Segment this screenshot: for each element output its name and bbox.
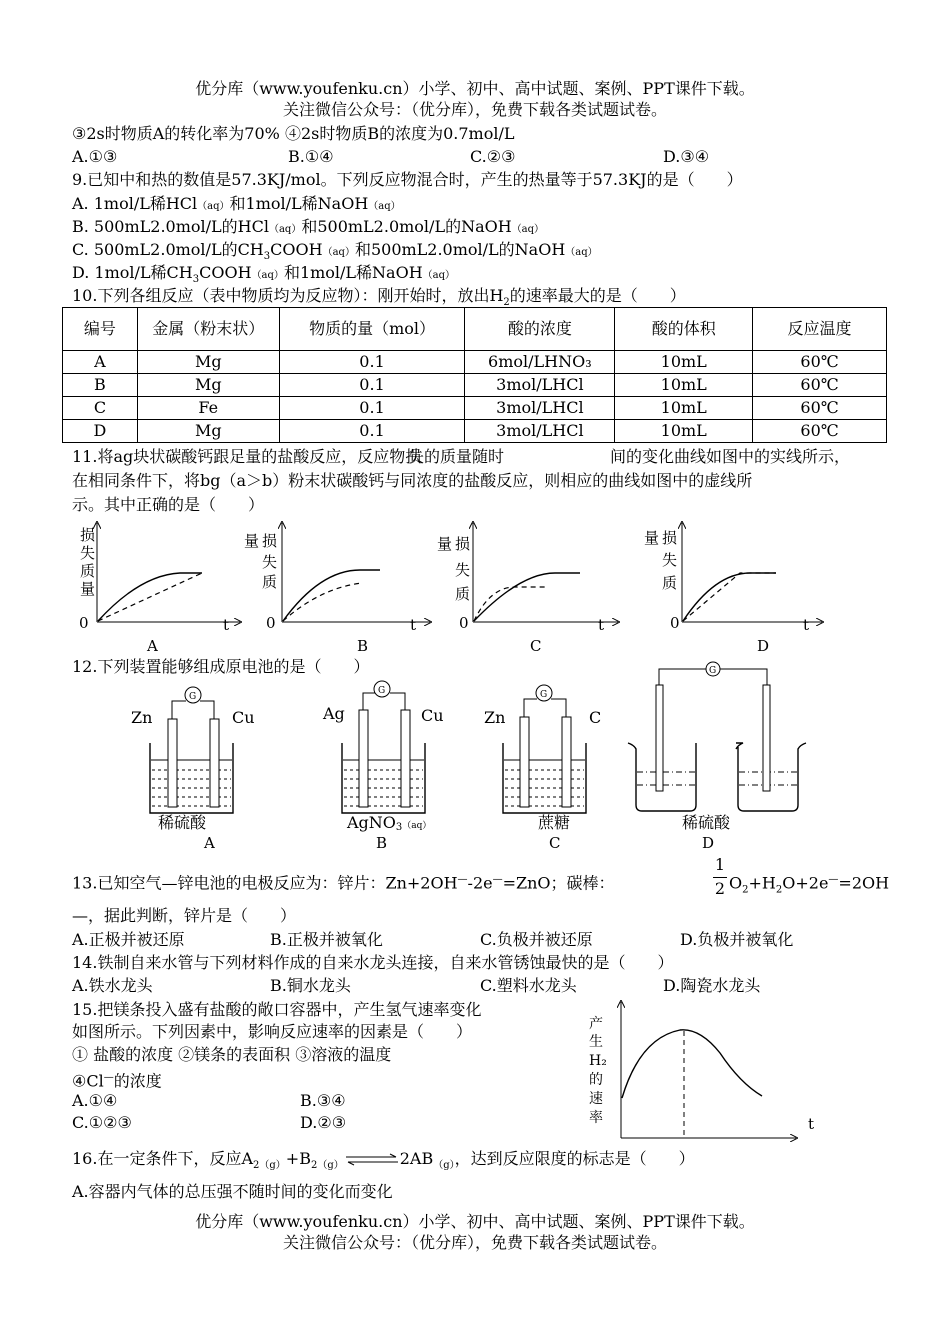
device-b-left-label: Ag — [323, 704, 345, 723]
q11-line1c: 间的变化曲线如图中的实线所示， — [610, 447, 851, 466]
q9a-aq2: （aq） — [368, 201, 401, 212]
graph-d-ylabel: 失 — [662, 551, 678, 569]
q16-s1: 2（g） — [253, 1160, 286, 1172]
graph-c-label: C — [530, 637, 542, 655]
table-cell: Mg — [137, 351, 279, 374]
q15-graph — [580, 998, 830, 1148]
q13-line2: —，据此判断，锌片是（ ） — [72, 906, 297, 925]
device-b-sol-aq: （aq） — [402, 821, 432, 831]
device-c-label: C — [549, 834, 561, 852]
table-cell: Fe — [137, 397, 279, 420]
q9d-aq2: （aq） — [422, 270, 456, 281]
table-cell: 60℃ — [753, 374, 887, 397]
graph-b-label: B — [357, 637, 369, 655]
q9c-text1: C. 500mL2.0mol/L的CH — [72, 240, 264, 259]
q10-header-cell: 编号 — [63, 308, 138, 351]
q13-p2: — — [457, 874, 468, 885]
device-c-beaker — [503, 743, 586, 813]
table-row — [63, 374, 887, 397]
q16-p1: 16.在一定条件下，反应A — [72, 1149, 254, 1168]
device-b-solution — [346, 813, 431, 833]
table-cell: 6mol/LHNO₃ — [465, 351, 615, 374]
q9a-aq1: （aq） — [197, 201, 230, 212]
table-cell: 0.1 — [279, 351, 465, 374]
graph-b-ylabel: 失 — [262, 553, 278, 571]
q16-s2: 2（g） — [310, 1160, 344, 1172]
device-d-label: D — [702, 834, 715, 852]
device-c-left-electrode — [520, 717, 529, 807]
graph-a-ylabel: 损 — [80, 526, 96, 544]
table-cell: 0.1 — [279, 397, 465, 420]
graph-b-ylabel: 损 — [262, 532, 278, 550]
q15-line2: 如图所示。下列因素中，影响反应速率的因素是（ ） — [72, 1022, 473, 1041]
device-b-label: B — [376, 834, 388, 852]
table-cell: 3mol/LHCl — [465, 374, 615, 397]
q9a-text2: 和1mol/L稀NaOH — [229, 194, 369, 213]
q16-stem — [72, 1149, 695, 1176]
graph-c-dashed-curve — [474, 587, 545, 621]
table-cell: 60℃ — [753, 397, 887, 420]
q13-p5: =ZnO；碳棒： — [502, 873, 615, 893]
device-b-right-label: Cu — [421, 706, 444, 725]
table-cell: 60℃ — [753, 351, 887, 374]
graph-a — [79, 523, 240, 655]
table-cell: 60℃ — [753, 420, 887, 443]
q10-header-cell: 金属（粉末状） — [137, 308, 279, 351]
graph-b-solid-curve — [283, 570, 380, 621]
q15-ylabel: 速 — [589, 1091, 603, 1107]
graph-b — [244, 523, 430, 655]
q14-option-a: A.铁水龙头 — [72, 976, 153, 995]
q13-line1-right — [729, 870, 889, 901]
q9d-text1: D. 1mol/L稀CH — [72, 263, 193, 282]
q15-option-b: B.③④ — [300, 1091, 346, 1110]
q10-stem-sub: 2 — [503, 297, 510, 309]
q11-line2: 在相同条件下，将bg（a＞b）粉末状碳酸钙与同浓度的盐酸反应，则相应的曲线如图中的虚线所 — [72, 471, 753, 490]
device-d-g: G — [709, 666, 717, 676]
device-b-sol: AgNO — [347, 813, 396, 832]
header-line-2: 关注微信公众号：（优分库），免费下载各类试题试卷。 — [282, 100, 667, 119]
q16-s3: （g） — [433, 1160, 455, 1172]
device-c-solution: 蔗糖 — [538, 813, 571, 832]
q15-line3: ① 盐酸的浓度 ②镁条的表面积 ③溶液的温度 — [72, 1045, 392, 1064]
device-a-left-label: Zn — [131, 708, 153, 727]
device-b-right-electrode — [401, 710, 410, 807]
q9b-text2: 和500mL2.0mol/L的NaOH — [301, 217, 512, 236]
q9d-aq1: （aq） — [251, 270, 284, 281]
device-d-right-electrode — [763, 685, 770, 791]
q8-option-c: C.②③ — [470, 147, 516, 166]
q10-stem-a: 10.下列各组反应（表中物质均为反应物）：刚开始时，放出H — [72, 286, 504, 305]
q9c-aq1: （aq） — [322, 247, 355, 258]
graph-c-ylabel: 量 — [437, 535, 453, 553]
q13-p6: O — [729, 873, 743, 893]
q15-ylabel: 产 — [589, 1016, 603, 1032]
device-d-right-beaker — [736, 743, 806, 811]
table-cell: D — [63, 420, 138, 443]
q13-option-a: A.正极并被还原 — [72, 930, 185, 949]
q16-p4: ，达到反应限度的标志是（ ） — [454, 1149, 695, 1168]
device-a — [131, 687, 255, 852]
device-a-beaker — [150, 743, 233, 813]
device-c-g: G — [540, 690, 548, 700]
q13-s7: 2 — [775, 884, 783, 896]
device-c-right-label: C — [589, 708, 602, 727]
q9d-text2: COOH — [199, 263, 252, 282]
q15-l4b: 的浓度 — [113, 1071, 162, 1091]
graph-c-ylabel: 损 — [455, 535, 471, 553]
q11-line1b: 失的质量随时 — [408, 447, 505, 466]
q9c-sub1: 3 — [263, 251, 271, 263]
footer-line-2: 关注微信公众号：（优分库），免费下载各类试题试卷。 — [282, 1233, 667, 1252]
q15-ylabel: 的 — [589, 1072, 603, 1088]
q13-p7: +H — [748, 873, 776, 893]
q15-l4: ④Cl — [72, 1071, 104, 1091]
q9a-text1: A. 1mol/L稀HCl — [72, 194, 198, 213]
graph-b-ylabel: 质 — [262, 573, 278, 591]
q16-p3: 2AB — [399, 1149, 434, 1168]
equilibrium-arrow-icon — [344, 1153, 400, 1167]
table-cell: Mg — [137, 420, 279, 443]
q8-option-d: D.③④ — [663, 147, 710, 166]
q15-ylabel: H₂ — [589, 1053, 607, 1069]
graph-d — [644, 523, 822, 655]
q11-line1a: 11.将ag块状碳酸钙跟足量的盐酸反应，反应物损 — [72, 447, 422, 466]
q8-continuation: ③2s时物质A的转化率为70% ④2s时物质B的浓度为0.7mol/L — [72, 124, 515, 143]
q10-stem-b: 的速率最大的是（ ） — [509, 286, 686, 305]
graph-a-label: A — [147, 637, 158, 655]
graph-b-origin: 0 — [266, 614, 276, 632]
q10-header-cell: 反应温度 — [753, 308, 887, 351]
device-a-solution: 稀硫酸 — [158, 813, 207, 832]
q13-p3: -2e — [467, 873, 493, 893]
device-b — [322, 681, 444, 852]
graph-d-solid-curve — [683, 573, 776, 621]
table-cell: 0.1 — [279, 374, 465, 397]
q15-l4sup: — — [103, 1072, 114, 1083]
q15-ylabel: 生 — [589, 1034, 603, 1050]
q9b-aq2: （aq） — [511, 224, 545, 235]
q9c-text3: 和500mL2.0mol/L的NaOH — [354, 240, 566, 259]
table-row — [63, 351, 887, 374]
device-d-left-electrode — [656, 685, 663, 791]
q13-s6: 2 — [742, 884, 749, 896]
q13-frac-bar — [713, 877, 727, 878]
device-c — [484, 685, 601, 852]
q13-p1: 13.已知空气—锌电池的电极反应为：锌片：Zn+2OH — [72, 873, 458, 893]
device-b-g: G — [378, 686, 386, 696]
q13-frac-den: 2 — [714, 879, 726, 898]
graph-c — [437, 523, 618, 655]
q8-option-b: B.①④ — [288, 147, 334, 166]
device-a-g: G — [189, 692, 197, 702]
footer-line-1: 优分库（www.youfenku.cn）小学、初中、高中试题、案例、PPT课件下载。 — [195, 1212, 755, 1231]
device-d-solution: 稀硫酸 — [682, 813, 731, 832]
table-cell: 10mL — [615, 351, 753, 374]
q10-header-cell: 物质的量（mol） — [279, 308, 465, 351]
q15-line1: 15.把镁条投入盛有盐酸的敞口容器中，产生氢气速率变化 — [72, 1000, 482, 1019]
q9b-aq1: （aq） — [268, 224, 302, 235]
table-cell: 0.1 — [279, 420, 465, 443]
table-cell: 10mL — [615, 397, 753, 420]
table-cell: 3mol/LHCl — [465, 397, 615, 420]
q13-frac-num: 1 — [714, 855, 726, 874]
graph-a-ylabel: 量 — [80, 580, 96, 598]
graph-a-origin: 0 — [79, 614, 89, 632]
q16-p2: +B — [285, 1149, 311, 1168]
graph-b-t: t — [410, 616, 417, 634]
q15-ylabel: 率 — [589, 1110, 603, 1126]
q13-p10: =2OH — [838, 873, 890, 893]
q15-t: t — [808, 1115, 815, 1133]
q15-option-a: A.①④ — [72, 1091, 118, 1110]
header-line-1: 优分库（www.youfenku.cn）小学、初中、高中试题、案例、PPT课件下载。 — [195, 79, 755, 98]
q13-p4: — — [492, 874, 503, 885]
q14-stem: 14.铁制自来水管与下列材料作成的自来水龙头连接，自来水管锈蚀最快的是（ ） — [72, 953, 674, 972]
graph-a-t: t — [223, 616, 230, 634]
table-row — [63, 397, 887, 420]
q11-graphs — [0, 515, 950, 660]
graph-a-ylabel: 质 — [80, 562, 96, 580]
q15-option-c: C.①②③ — [72, 1113, 132, 1132]
table-cell: 10mL — [615, 420, 753, 443]
q14-option-c: C.塑料水龙头 — [480, 976, 577, 995]
graph-c-t: t — [598, 616, 605, 634]
table-cell: A — [63, 351, 138, 374]
q15-option-d: D.②③ — [300, 1113, 347, 1132]
graph-c-origin: 0 — [459, 614, 469, 632]
q13-option-c: C.负极并被还原 — [480, 930, 593, 949]
graph-c-ylabel: 失 — [455, 561, 471, 579]
q9-option-a — [72, 194, 401, 217]
q10-header-cell: 酸的浓度 — [465, 308, 615, 351]
q9c-text2: COOH — [270, 240, 323, 259]
q14-option-d: D.陶瓷水龙头 — [663, 976, 761, 995]
graph-b-dashed-curve — [283, 583, 362, 621]
graph-d-origin: 0 — [670, 614, 680, 632]
graph-b-ylabel: 量 — [244, 532, 260, 550]
graph-d-ylabel: 质 — [662, 574, 678, 592]
device-c-left-label: Zn — [484, 708, 506, 727]
graph-d-ylabel: 量 — [644, 529, 660, 547]
graph-a-ylabel: 失 — [80, 544, 96, 562]
device-b-left-electrode — [359, 710, 368, 807]
q10-table — [62, 307, 887, 443]
table-cell: B — [63, 374, 138, 397]
q9d-sub1: 3 — [192, 274, 200, 286]
q9-stem: 9.已知中和热的数值是57.3KJ/mol。下列反应物混合时，产生的热量等于57.3KJ的是（ ） — [72, 170, 743, 189]
device-b-beaker — [342, 743, 425, 813]
q13-line1 — [72, 870, 615, 893]
q9c-aq2: （aq） — [565, 247, 598, 258]
graph-d-dashed-curve — [683, 573, 776, 621]
q10-header-cell: 酸的体积 — [615, 308, 753, 351]
table-cell: C — [63, 397, 138, 420]
q15-rate-curve — [622, 1030, 762, 1098]
q13-option-d: D.负极并被氧化 — [680, 930, 794, 949]
graph-d-label: D — [757, 637, 770, 655]
table-row — [63, 420, 887, 443]
table-cell: 10mL — [615, 374, 753, 397]
q14-option-b: B.铜水龙头 — [270, 976, 351, 995]
q8-option-a: A.①③ — [72, 147, 118, 166]
graph-d-t: t — [803, 616, 810, 634]
q13-p8: O+2e — [782, 873, 829, 893]
q9-option-b — [72, 217, 544, 240]
graph-d-ylabel: 损 — [662, 529, 678, 547]
q13-p9: — — [828, 874, 839, 885]
q11-line3: 示。其中正确的是（ ） — [72, 495, 265, 514]
q9d-text3: 和1mol/L稀NaOH — [283, 263, 423, 282]
q9b-text1: B. 500mL2.0mol/L的HCl — [72, 217, 269, 236]
device-b-sol-sub: 3 — [395, 822, 403, 833]
q12-devices — [0, 655, 950, 860]
q15-line4 — [72, 1068, 162, 1091]
device-c-right-electrode — [562, 717, 571, 807]
q13-option-b: B.正极并被氧化 — [270, 930, 383, 949]
table-cell: 3mol/LHCl — [465, 420, 615, 443]
device-a-right-electrode — [210, 719, 219, 807]
device-a-right-label: Cu — [232, 708, 255, 727]
table-cell: Mg — [137, 374, 279, 397]
device-d — [628, 662, 806, 852]
q12-stem: 12.下列装置能够组成原电池的是（ ） — [72, 657, 370, 676]
device-a-label: A — [204, 834, 215, 852]
q10-header-row — [63, 308, 887, 351]
device-a-left-electrode — [168, 719, 177, 807]
q16-option-a: A.容器内气体的总压强不随时间的变化而变化 — [72, 1182, 393, 1201]
graph-c-ylabel: 质 — [455, 585, 471, 603]
